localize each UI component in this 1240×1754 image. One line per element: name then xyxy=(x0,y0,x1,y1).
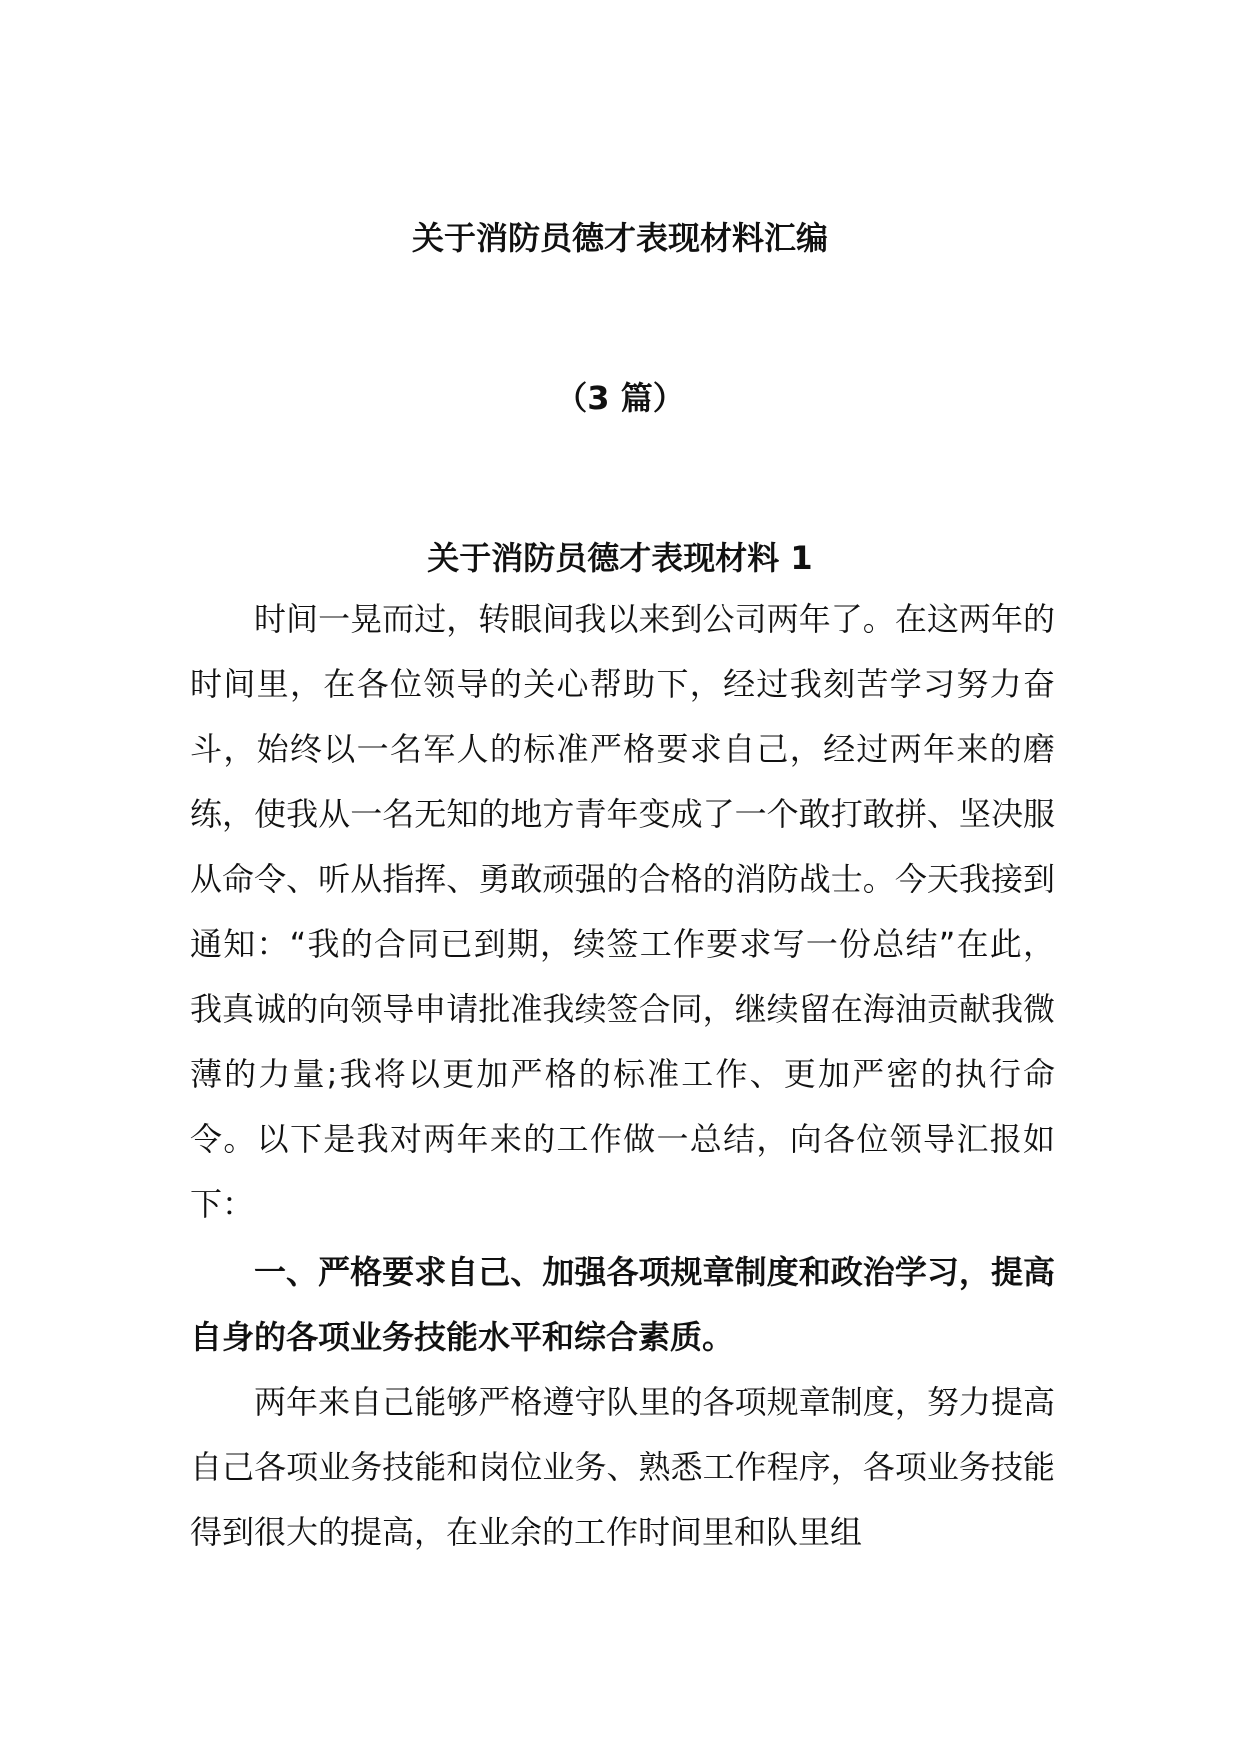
article-title: 关于消防员德才表现材料 1 xyxy=(427,539,813,577)
section-heading: 一、严格要求自己、加强各项规章制度和政治学习，提高自身的各项业务技能水平和综合素质。 xyxy=(190,1253,1055,1356)
document-subtitle: （3 篇） xyxy=(555,379,685,417)
body-paragraph: 两年来自己能够严格遵守队里的各项规章制度，努力提高自己各项业务技能和岗位业务、熟悉工作程序，各项业务技能得到很大的提高，在业余的工作时间里和队里组 xyxy=(190,1383,1055,1551)
body-paragraph: 时间一晃而过，转眼间我以来到公司两年了。在这两年的时间里，在各位领导的关心帮助下，经过我刻苦学习努力奋斗，始终以一名军人的标准严格要求自己，经过两年来的磨练，使我从一名无知的地方青年变成了一个敢打敢拼、坚决服从命令、听从指挥、勇敢顽强的合格的消防战士。今天我接到通知：“我的合同已到期，续签工作要求写一份总结”在此，我真诚的向领导申请批准我续签合同，继续留在海油贡献我微薄的力量;我将以更加严格的标准工作、更加严密的执行命令。以下是我对两年来的工作做一总结，向各位领导汇报如下： xyxy=(190,600,1055,1223)
document-title: 关于消防员德才表现材料汇编 xyxy=(411,219,828,257)
